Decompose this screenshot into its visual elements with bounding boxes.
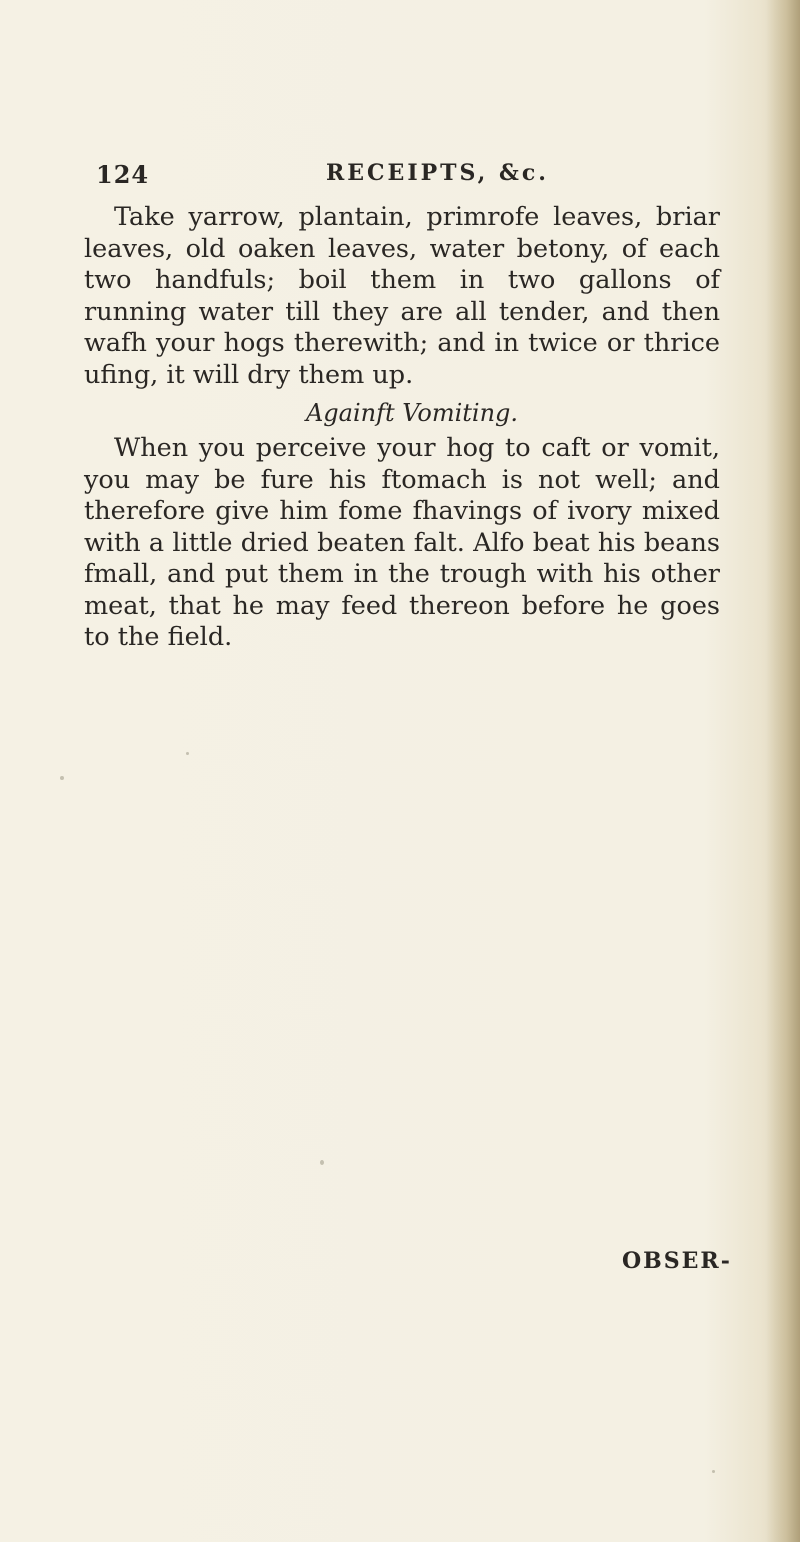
paper-speck	[320, 1160, 324, 1165]
page-header	[96, 160, 716, 200]
paragraph-vomiting-remedy: When you perceive your hog to caft or vomit, you may be fure his ftomach is not well; and therefore give him fome fhavings of ivory mixed with a little dried beaten falt. Alfo beat his beans fmall, and put them in the trough with his other meat, that he may feed thereon before he goes to the field.	[84, 433, 720, 652]
section-heading: Againft Vomiting.	[305, 399, 519, 427]
page-edge-shadow	[766, 0, 800, 1542]
page-number: 124	[96, 160, 150, 189]
paper-speck	[186, 752, 189, 755]
paper-speck	[712, 1470, 715, 1473]
paragraph-wash-recipe: Take yarrow, plantain, primrofe leaves, briar leaves, old oaken leaves, water betony, of each two handfuls; boil them in two gallons of running water till they are all tender, and then wafh your hogs therewith; and in twice or thrice ufing, it will dry them up.	[84, 202, 720, 390]
paper-speck	[60, 776, 64, 780]
catchword: OBSER-	[622, 1248, 732, 1274]
text-block	[84, 202, 720, 654]
running-head: RECEIPTS, &c.	[326, 160, 549, 186]
